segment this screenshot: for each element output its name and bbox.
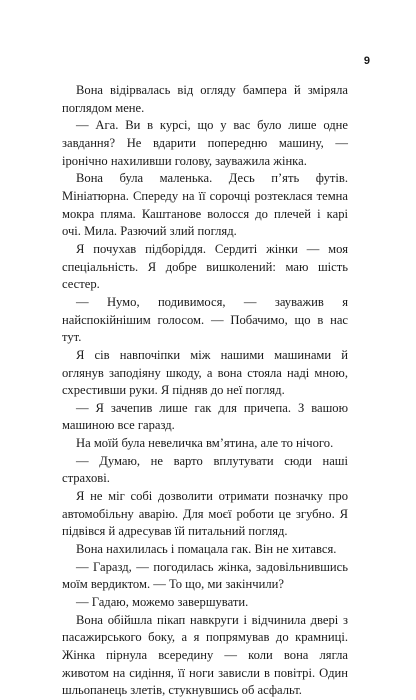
paragraph: — Я зачепив лише гак для причепа. З вашою машиною все гаразд. (62, 400, 348, 433)
paragraph: Вона відірвалась від огляду бампера й зміряла поглядом мене. (62, 83, 348, 115)
paragraph: — Ага. Ви в курсі, що у вас було лише одне завдання? Не вдарити попередню машину, — іронічно нахиливши голову, зауважила жінка. (62, 118, 348, 168)
paragraph: Вона обійшла пікап навкруги і відчинила двері з пасажирського боку, а я попрямував до крамниці. Жінка пірнула всередину — коли вона лягла животом на сидіння, її ноги зависли в повітрі. Один шльопанець злетів, стукнувшись об асфальт. (62, 612, 348, 698)
paragraph: Я сів навпочіпки між нашими машинами й оглянув заподіяну шкоду, а вона стояла наді мною, схрестивши руки. Я підняв до неї погляд. (62, 347, 348, 398)
paragraph: — Думаю, не варто вплутувати сюди наші страхові. (62, 453, 348, 486)
body-text (62, 82, 348, 700)
paragraph: — Нумо, подивимося, — зауважив я найспокійнішим голосом. — Побачимо, що в нас тут. (62, 294, 348, 345)
paragraph: Вона була маленька. Десь п’ять футів. Мініатюрна. Спереду на її сорочці розтеклася темна мокра пляма. Каштанове волосся до плечей і карі очі. Мила. Разючий злий погляд. (62, 171, 348, 239)
paragraph: На моїй була невеличка вм’ятина, але то нічого. (76, 436, 334, 451)
paragraph: — Гаразд, — погодилась жінка, задовільнившись моїм вердиктом. — То що, ми закінчили? (62, 559, 348, 592)
paragraph: — Гадаю, можемо завершувати. (76, 595, 249, 610)
paragraph: Вона нахилилась і помацала гак. Він не хитався. (76, 542, 337, 557)
page-number: 9 (363, 55, 370, 67)
paragraph: Я почухав підборіддя. Сердиті жінки — моя спеціальність. Я добре вишколений: маю шість сестер. (62, 241, 348, 292)
paragraph: Я не міг собі дозволити отримати позначку про автомобільну аварію. Для моєї роботи це згубно. Я підвівся й адресував їй питальний погляд. (62, 489, 348, 539)
